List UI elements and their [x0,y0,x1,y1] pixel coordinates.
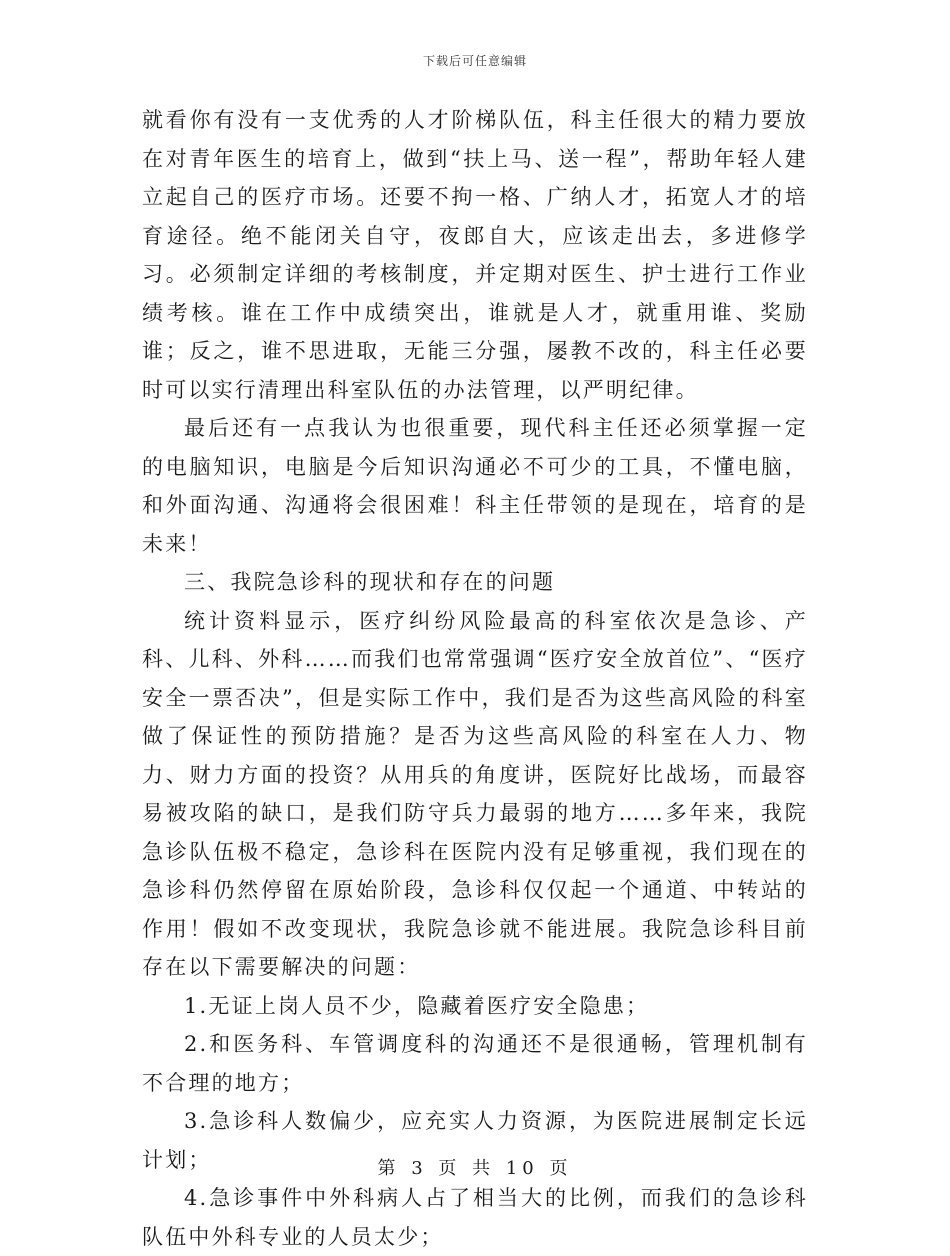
list-item-3: 3.急诊科人数偏少，应充实人力资源，为医院进展制定长远计划； [142,1109,808,1172]
document-body [142,101,808,1256]
page-footer: 第 3 页 共 10 页 [377,1158,573,1179]
paragraph-computer-knowledge: 最后还有一点我认为也很重要，现代科主任还必须掌握一定的电脑知识，电脑是今后知识沟通必不可少的工具，不懂电脑，和外面沟通、沟通将会很困难！科主任带领的是现在，培育的是未来！ [142,416,808,556]
page-header: 下载后可任意编辑 [422,54,527,68]
list-item-4: 4.急诊事件中外科病人占了相当大的比例，而我们的急诊科队伍中外科专业的人员太少； [142,1186,808,1249]
section-heading-emergency: 三、我院急诊科的现状和存在的问题 [184,570,556,594]
paragraph-talent-team: 就看你有没有一支优秀的人才阶梯队伍，科主任很大的精力要放在对青年医生的培育上，做到“扶上马、送一程”，帮助年轻人建立起自己的医疗市场。还要不拘一格、广纳人才，拓宽人才的培育途径。绝不能闭关自守，夜郎自大，应该走出去，多进修学习。必须制定详细的考核制度，并定期对医生、护士进行工作业绩考核。谁在工作中成绩突出，谁就是人才，就重用谁、奖励谁；反之，谁不思进取，无能三分强，屡教不改的，科主任必要时可以实行清理出科室队伍的办法管理，以严明纪律。 [142,108,808,402]
paragraph-statistics: 统计资料显示，医疗纠纷风险最高的科室依次是急诊、产科、儿科、外科……而我们也常常强调“医疗安全放首位”、“医疗安全一票否决”，但是实际工作中，我们是否为这些高风险的科室做了保证性的预防措施？是否为这些高风险的科室在人力、物力、财力方面的投资？从用兵的角度讲，医院好比战场，而最容易被攻陷的缺口，是我们防守兵力最弱的地方……多年来，我院急诊队伍极不稳定，急诊科在医院内没有足够重视，我们现在的急诊科仍然停留在原始阶段，急诊科仅仅起一个通道、中转站的作用！假如不改变现状，我院急诊就不能进展。我院急诊科目前存在以下需要解决的问题： [142,608,808,979]
list-item-1: 1.无证上岗人员不少，隐藏着医疗安全隐患； [184,993,650,1018]
list-item-2: 2.和医务科、车管调度科的沟通还不是很通畅，管理机制有不合理的地方； [142,1032,808,1095]
